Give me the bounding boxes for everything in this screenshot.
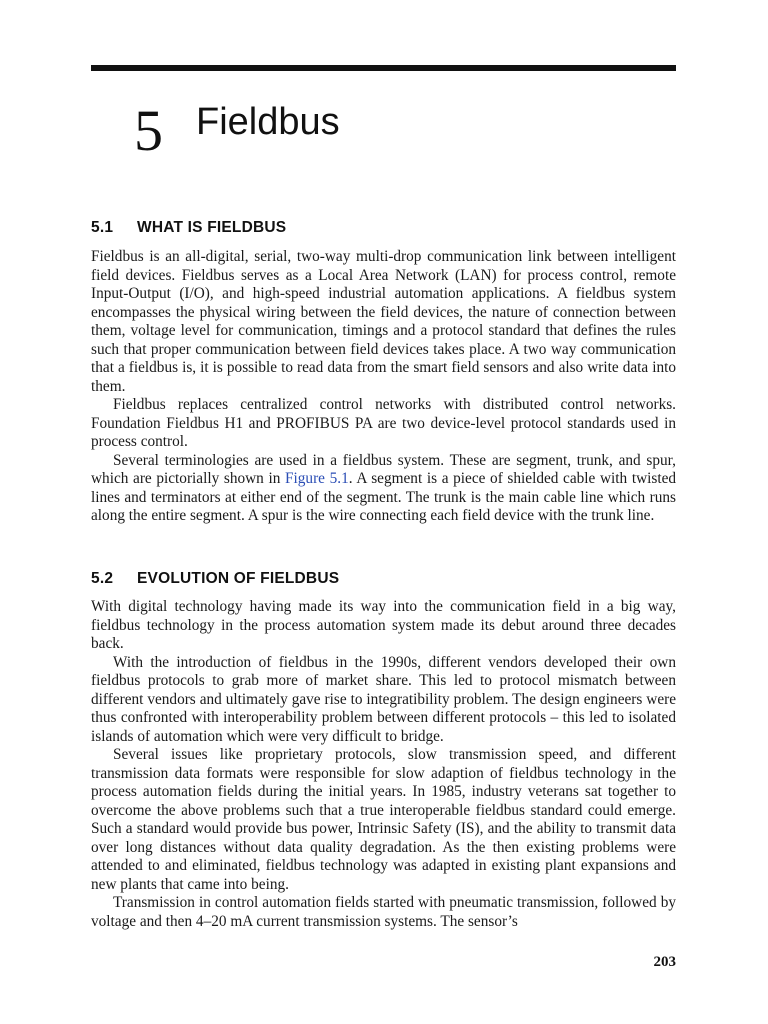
section-heading (91, 218, 676, 238)
section-5-1 (91, 218, 676, 526)
paragraph-text: . A segment is a piece of shielded cable with twisted lines and terminators at either end of the segment. The trunk is the main cable line which runs along the entire segment. A spur is the wire connecting each field device with the trunk line. (91, 470, 677, 524)
section-title: WHAT IS FIELDBUS (137, 219, 287, 236)
chapter-title: Fieldbus (196, 101, 340, 143)
paragraph: Fieldbus replaces centralized control networks with distributed control networks. Foundation Fieldbus H1 and PROFIBUS PA are two device-level protocol standards used in process control. (91, 396, 676, 450)
paragraph: With digital technology having made its way into the communication field in a big way, fieldbus technology in the process automation system made its debut around three decades back. (91, 598, 676, 652)
figure-link[interactable]: Figure 5.1 (285, 470, 349, 487)
section-title: EVOLUTION OF FIELDBUS (137, 570, 340, 587)
section-5-2 (91, 569, 676, 931)
paragraph: With the introduction of fieldbus in the 1990s, different vendors developed their own fieldbus protocols to grab more of market share. This led to protocol mismatch between different vendors and ultimately gave rise to integratibility problem. The design engineers were thus confronted with interoperability problem between different protocols – this led to isolated islands of automation which were very difficult to bridge. (91, 653, 676, 745)
paragraph-text: Several terminologies are used in a fieldbus system. These are segment, trunk, and spur, which are pictorially shown in (91, 451, 676, 487)
chapter-number: 5 (134, 98, 163, 163)
section-heading (91, 569, 676, 589)
section-number: 5.2 (91, 570, 114, 587)
chapter-top-rule (91, 65, 676, 71)
paragraph (91, 452, 676, 526)
section-number: 5.1 (91, 219, 114, 236)
paragraph: Several issues like proprietary protocols, slow transmission speed, and different transmission data formats were responsible for slow adaption of fieldbus technology in the process automation fields during the initial years. In 1985, industry veterans sat together to overcome the above problems such that a true interoperable fieldbus standard could emerge. Such a standard would provide bus power, Intrinsic Safety (IS), and the ability to transmit data over long distances without data quality degradation. As the then existing problems were attended to and eliminated, fieldbus technology was adapted in existing plant expansions and new plants that came into being. (91, 746, 676, 893)
paragraph: Transmission in control automation fields started with pneumatic transmission, followed by voltage and then 4–20 mA current transmission systems. The sensor’s (91, 894, 676, 930)
paragraph: Fieldbus is an all-digital, serial, two-way multi-drop communication link between intelligent field devices. Fieldbus serves as a Local Area Network (LAN) for process control, remote Input-Output (I/O), and high-speed industrial automation applications. A fieldbus system encompasses the physical wiring between the field devices, the nature of connection between them, voltage level for communication, timings and a protocol standard that defines the rules such that proper communication between field devices takes place. A two way communication that a fieldbus is, it is possible to read data from the smart field sensors and also write data into them. (91, 248, 676, 395)
page-number: 203 (653, 954, 676, 970)
